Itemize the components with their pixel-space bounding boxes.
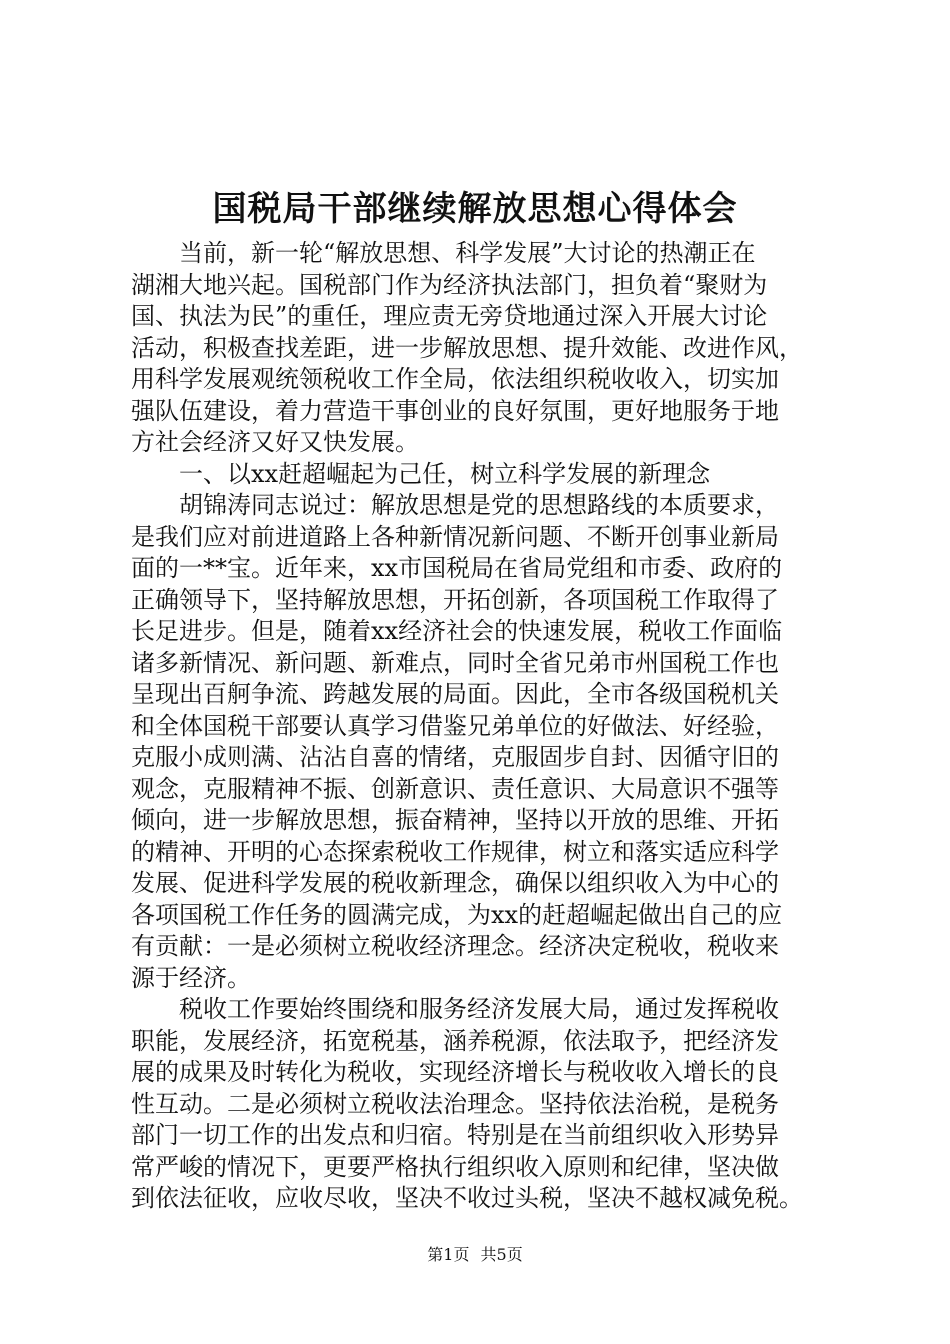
text-line: 是我们应对前进道路上各种新情况新问题、不断开创事业新局	[131, 522, 779, 551]
page-footer	[0, 1244, 950, 1266]
text-line: 方社会经济又好又快发展。	[131, 428, 419, 456]
text-line: 克服小成则满、沾沾自喜的情绪，克服固步自封、因循守旧的	[131, 743, 779, 771]
text-line: 正确领导下，坚持解放思想，开拓创新，各项国税工作取得了	[131, 585, 779, 614]
text-line: 胡锦涛同志说过：解放思想是党的思想路线的本质要求，	[131, 491, 779, 519]
text-line: 诸多新情况、新问题、新难点，同时全省兄弟市州国税工作也	[131, 648, 779, 677]
text-line: 观念，克服精神不振、创新意识、责任意识、大局意识不强等	[131, 774, 779, 803]
document-title: 国税局干部继续解放思想心得体会	[212, 189, 738, 229]
text-line: 的精神、开明的心态探索税收工作规律，树立和落实适应科学	[131, 837, 779, 866]
text-line: 有贡献：一是必须树立税收经济理念。经济决定税收，税收来	[131, 932, 779, 960]
text-line: 各项国税工作任务的圆满完成，为xx的赶超崛起做出自己的应	[131, 900, 783, 929]
document-body	[131, 238, 851, 1215]
text-line: 发展、促进科学发展的税收新理念，确保以组织收入为中心的	[131, 869, 779, 897]
text-line: 展的成果及时转化为税收，实现经济增长与税收收入增长的良	[131, 1058, 779, 1086]
page-number-current: 第1页	[427, 1245, 470, 1264]
text-line: 一、以xx赶超崛起为己任，树立科学发展的新理念	[131, 459, 711, 488]
text-line: 倾向，进一步解放思想，振奋精神，坚持以开放的思维、开拓	[131, 806, 779, 834]
text-line: 面的一**宝。近年来，xx市国税局在省局党组和市委、政府的	[131, 554, 783, 582]
text-line: 职能，发展经济，拓宽税基，涵养税源，依法取予，把经济发	[131, 1026, 779, 1055]
text-line: 强队伍建设，着力营造干事创业的良好氛围，更好地服务于地	[131, 396, 779, 425]
text-line: 活动，积极查找差距，进一步解放思想、提升效能、改进作风，	[131, 333, 803, 362]
text-line: 性互动。二是必须树立税收法治理念。坚持依法治税，是税务	[131, 1089, 779, 1118]
text-line: 国、执法为民”的重任，理应责无旁贷地通过深入开展大讨论	[131, 302, 768, 330]
text-line: 常严峻的情况下，更要严格执行组织收入原则和纪律，坚决做	[131, 1152, 779, 1181]
text-line: 部门一切工作的出发点和归宿。特别是在当前组织收入形势异	[131, 1121, 779, 1149]
text-line: 和全体国税干部要认真学习借鉴兄弟单位的好做法、好经验，	[131, 711, 779, 740]
text-line: 当前，新一轮“解放思想、科学发展”大讨论的热潮正在	[131, 239, 756, 267]
text-line: 到依法征收，应收尽收，坚决不收过头税，坚决不越权减免税。	[131, 1184, 803, 1212]
text-line: 长足进步。但是，随着xx经济社会的快速发展，税收工作面临	[131, 617, 783, 645]
page-number-total: 共5页	[480, 1245, 523, 1264]
text-line: 用科学发展观统领税收工作全局，依法组织税收收入，切实加	[131, 365, 779, 393]
text-line: 湖湘大地兴起。国税部门作为经济执法部门，担负着“聚财为	[131, 270, 768, 299]
text-line: 税收工作要始终围绕和服务经济发展大局，通过发挥税收	[131, 995, 779, 1023]
text-line: 源于经济。	[131, 963, 251, 992]
text-line: 呈现出百舸争流、跨越发展的局面。因此，全市各级国税机关	[131, 680, 779, 708]
